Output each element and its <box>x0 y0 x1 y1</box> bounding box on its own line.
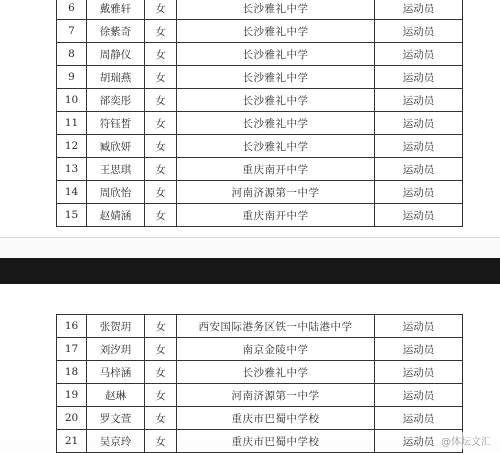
cell-role: 运动员 <box>375 315 463 338</box>
cell-number: 18 <box>57 361 87 384</box>
cell-number: 13 <box>57 158 87 181</box>
cell-gender: 女 <box>145 361 177 384</box>
table-row <box>57 20 463 43</box>
cell-name: 赵婧涵 <box>87 204 145 227</box>
cell-role: 运动员 <box>375 361 463 384</box>
cell-school: 西安国际港务区铁一中陆港中学 <box>177 315 375 338</box>
cell-gender: 女 <box>145 66 177 89</box>
cell-name: 符钰皙 <box>87 112 145 135</box>
cell-gender: 女 <box>145 315 177 338</box>
cell-number: 14 <box>57 181 87 204</box>
cell-school: 长沙雅礼中学 <box>177 43 375 66</box>
cell-role: 运动员 <box>375 66 463 89</box>
cell-name: 赵琳 <box>87 384 145 407</box>
table-row <box>57 315 463 338</box>
cell-name: 张贺玥 <box>87 315 145 338</box>
cell-role: 运动员 <box>375 338 463 361</box>
cell-role: 运动员 <box>375 135 463 158</box>
cell-number: 7 <box>57 20 87 43</box>
cell-school: 重庆市巴蜀中学校 <box>177 430 375 453</box>
page-gap <box>0 238 500 258</box>
cell-name: 郤奕彤 <box>87 89 145 112</box>
cell-role: 运动员 <box>375 384 463 407</box>
cell-name: 马梓涵 <box>87 361 145 384</box>
cell-number: 17 <box>57 338 87 361</box>
cell-role: 运动员 <box>375 20 463 43</box>
table-row <box>57 338 463 361</box>
cell-name: 周欣怡 <box>87 181 145 204</box>
table-row <box>57 407 463 430</box>
cell-school: 河南济源第一中学 <box>177 384 375 407</box>
cell-school: 长沙雅礼中学 <box>177 135 375 158</box>
cell-number: 11 <box>57 112 87 135</box>
cell-school: 南京金陵中学 <box>177 338 375 361</box>
cell-gender: 女 <box>145 43 177 66</box>
cell-school: 重庆市巴蜀中学校 <box>177 407 375 430</box>
source-watermark: @体坛文汇 <box>438 432 494 449</box>
cell-number: 21 <box>57 430 87 453</box>
table-row <box>57 158 463 181</box>
cell-gender: 女 <box>145 430 177 453</box>
table-row <box>57 384 463 407</box>
cell-number: 16 <box>57 315 87 338</box>
cell-number: 15 <box>57 204 87 227</box>
cell-school: 长沙雅礼中学 <box>177 112 375 135</box>
cell-gender: 女 <box>145 158 177 181</box>
table-row <box>57 89 463 112</box>
table-row <box>57 112 463 135</box>
cell-name: 戴雅轩 <box>87 0 145 20</box>
table-row <box>57 361 463 384</box>
cell-gender: 女 <box>145 181 177 204</box>
cell-school: 长沙雅礼中学 <box>177 89 375 112</box>
cell-role: 运动员 <box>375 204 463 227</box>
cell-school: 长沙雅礼中学 <box>177 0 375 20</box>
cell-gender: 女 <box>145 384 177 407</box>
table-row <box>57 66 463 89</box>
cell-name: 臧欣妍 <box>87 135 145 158</box>
cell-number: 19 <box>57 384 87 407</box>
cell-gender: 女 <box>145 0 177 20</box>
cell-role: 运动员 <box>375 112 463 135</box>
page-separator-bar <box>0 258 500 284</box>
table-row <box>57 204 463 227</box>
cell-role: 运动员 <box>375 0 463 20</box>
cell-school: 河南济源第一中学 <box>177 181 375 204</box>
cell-number: 6 <box>57 0 87 20</box>
cell-role: 运动员 <box>375 158 463 181</box>
cell-gender: 女 <box>145 89 177 112</box>
roster-table-bottom <box>56 314 463 453</box>
cell-school: 长沙雅礼中学 <box>177 66 375 89</box>
cell-number: 10 <box>57 89 87 112</box>
cell-gender: 女 <box>145 112 177 135</box>
cell-role: 运动员 <box>375 430 463 453</box>
cell-name: 胡瑞燕 <box>87 66 145 89</box>
cell-name: 周静仪 <box>87 43 145 66</box>
cell-role: 运动员 <box>375 407 463 430</box>
cell-role: 运动员 <box>375 43 463 66</box>
table-row <box>57 43 463 66</box>
cell-school: 长沙雅礼中学 <box>177 20 375 43</box>
cell-gender: 女 <box>145 204 177 227</box>
table-row <box>57 135 463 158</box>
cell-school: 重庆南开中学 <box>177 158 375 181</box>
cell-number: 12 <box>57 135 87 158</box>
table-row <box>57 181 463 204</box>
cell-gender: 女 <box>145 20 177 43</box>
cell-name: 罗文萱 <box>87 407 145 430</box>
cell-gender: 女 <box>145 338 177 361</box>
cell-role: 运动员 <box>375 89 463 112</box>
cell-number: 20 <box>57 407 87 430</box>
cell-number: 8 <box>57 43 87 66</box>
roster-table-top <box>56 0 463 227</box>
cell-name: 徐紫奇 <box>87 20 145 43</box>
roster-table-top-body <box>57 0 463 227</box>
cell-school: 重庆南开中学 <box>177 204 375 227</box>
cell-name: 刘汐玥 <box>87 338 145 361</box>
table-row <box>57 0 463 20</box>
cell-role: 运动员 <box>375 181 463 204</box>
cell-number: 9 <box>57 66 87 89</box>
table-row <box>57 430 463 453</box>
roster-table-bottom-body <box>57 315 463 453</box>
cell-name: 吴京玲 <box>87 430 145 453</box>
cell-school: 长沙雅礼中学 <box>177 361 375 384</box>
cell-gender: 女 <box>145 407 177 430</box>
cell-gender: 女 <box>145 135 177 158</box>
cell-name: 王思琪 <box>87 158 145 181</box>
